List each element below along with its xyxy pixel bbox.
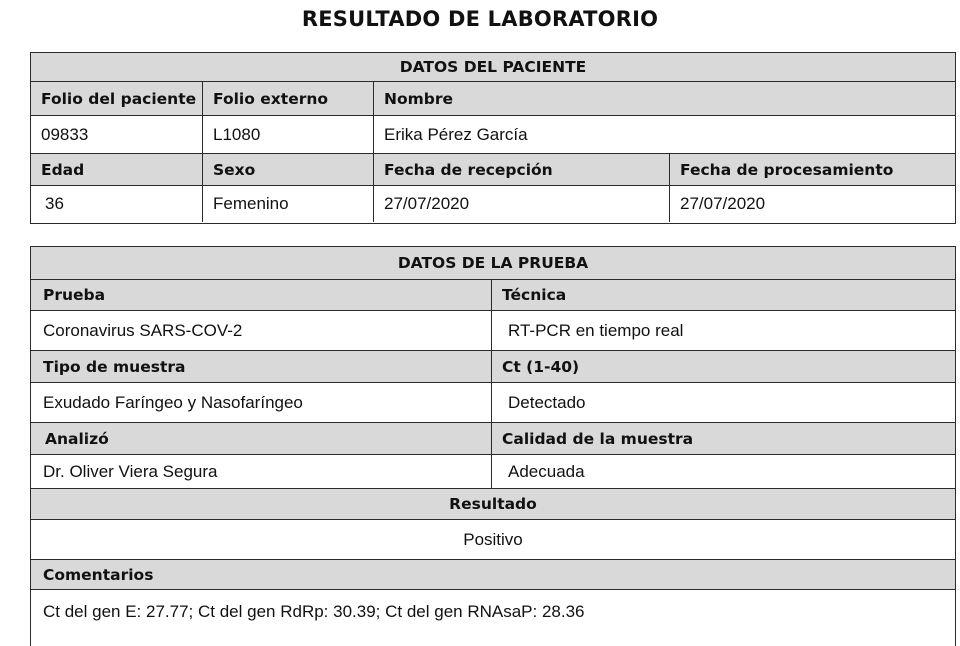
analizo-label: Analizó bbox=[31, 423, 491, 454]
patient-section-header: DATOS DEL PACIENTE bbox=[31, 53, 955, 81]
resultado-value: Positivo bbox=[31, 520, 955, 559]
tecnica-label: Técnica bbox=[491, 280, 955, 310]
comentarios-value: Ct del gen E: 27.77; Ct del gen RdRp: 30.39; Ct del gen RNAsaP: 28.36 bbox=[31, 590, 955, 637]
patient-data-table bbox=[30, 52, 956, 224]
comentarios-label: Comentarios bbox=[31, 560, 955, 589]
resultado-label: Resultado bbox=[31, 489, 955, 519]
fecha-recepcion-value: 27/07/2020 bbox=[373, 186, 669, 222]
page-title: RESULTADO DE LABORATORIO bbox=[301, 7, 659, 31]
nombre-label: Nombre bbox=[373, 82, 955, 115]
fecha-procesamiento-value: 27/07/2020 bbox=[669, 186, 955, 222]
prueba-label: Prueba bbox=[31, 280, 491, 310]
fecha-recepcion-label: Fecha de recepción bbox=[373, 154, 669, 185]
fecha-procesamiento-label: Fecha de procesamiento bbox=[669, 154, 955, 185]
tipo-muestra-label: Tipo de muestra bbox=[31, 351, 491, 382]
calidad-label: Calidad de la muestra bbox=[491, 423, 955, 454]
analizo-value: Dr. Oliver Viera Segura bbox=[31, 455, 491, 488]
nombre-value: Erika Pérez García bbox=[373, 116, 955, 153]
ct-label: Ct (1-40) bbox=[491, 351, 955, 382]
folio-paciente-label: Folio del paciente bbox=[31, 82, 202, 115]
folio-externo-label: Folio externo bbox=[202, 82, 373, 115]
test-data-table bbox=[30, 246, 956, 646]
folio-paciente-value: 09833 bbox=[31, 116, 202, 153]
sexo-label: Sexo bbox=[202, 154, 373, 185]
edad-value: 36 bbox=[31, 186, 202, 222]
ct-value: Detectado bbox=[491, 383, 955, 422]
test-section-header: DATOS DE LA PRUEBA bbox=[31, 247, 955, 279]
calidad-value: Adecuada bbox=[491, 455, 955, 488]
tipo-muestra-value: Exudado Faríngeo y Nasofaríngeo bbox=[31, 383, 491, 422]
folio-externo-value: L1080 bbox=[202, 116, 373, 153]
edad-label: Edad bbox=[31, 154, 202, 185]
sexo-value: Femenino bbox=[202, 186, 373, 222]
prueba-value: Coronavirus SARS-COV-2 bbox=[31, 311, 491, 350]
tecnica-value: RT-PCR en tiempo real bbox=[491, 311, 955, 350]
